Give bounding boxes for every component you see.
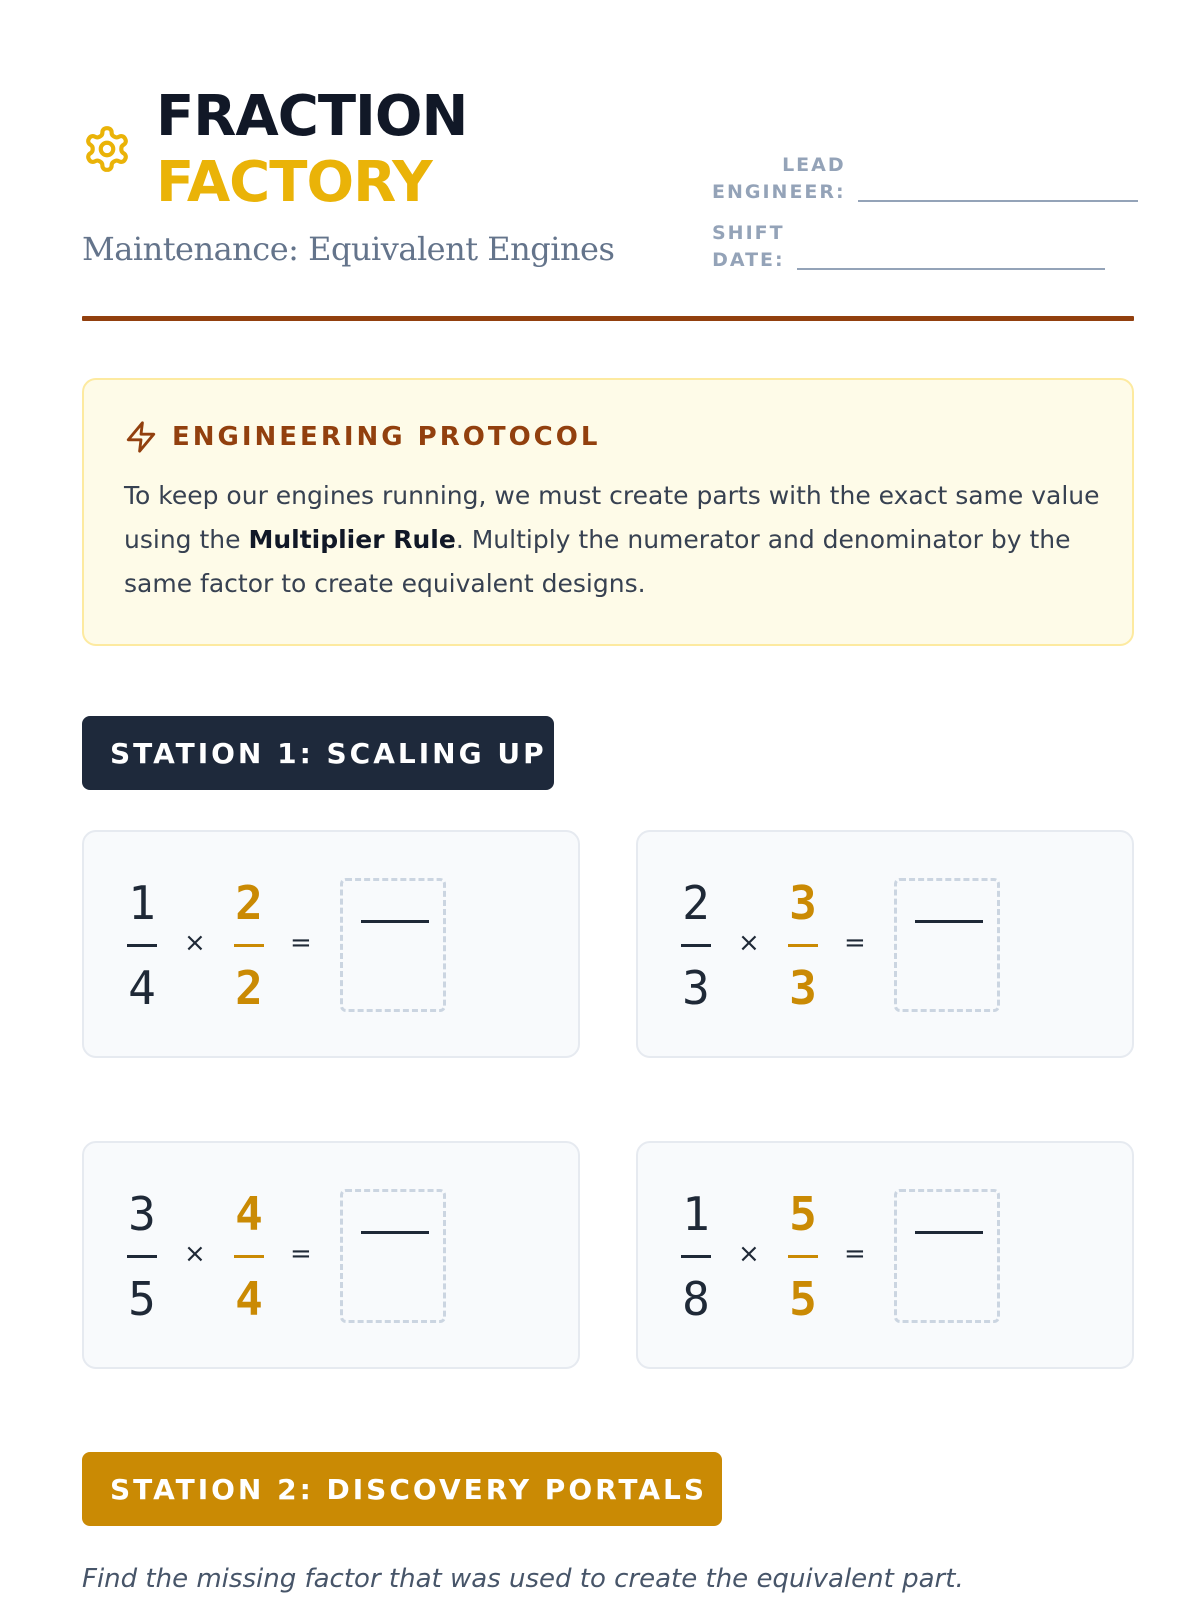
times-sign: × xyxy=(184,928,206,958)
answer-box[interactable] xyxy=(894,878,1000,1012)
times-sign: × xyxy=(738,928,760,958)
protocol-text-after: . Multiply the numerator and denominator by the same factor to create equivalent designs. xyxy=(124,525,1071,598)
lead-engineer-blank[interactable] xyxy=(858,200,1138,202)
lead-engineer-label-line1: LEAD xyxy=(782,154,846,176)
problem-card xyxy=(82,830,580,1058)
times-sign: × xyxy=(738,1239,760,1269)
numerator: 3 xyxy=(128,1187,156,1241)
protocol-text-before: To keep our engines running, we must create parts with the exact same value using the xyxy=(124,481,1100,554)
fraction-bar xyxy=(127,944,157,947)
numerator: 1 xyxy=(682,1187,710,1241)
answer-fraction-bar xyxy=(915,1231,983,1234)
factor-denominator: 2 xyxy=(235,961,263,1015)
answer-box[interactable] xyxy=(340,878,446,1012)
lead-engineer-field xyxy=(712,152,1138,206)
factor-fraction xyxy=(229,876,269,1015)
given-fraction xyxy=(676,876,716,1015)
factor-denominator: 5 xyxy=(789,1272,817,1326)
factor-numerator: 5 xyxy=(789,1187,817,1241)
answer-fraction-bar xyxy=(361,1231,429,1234)
fraction-bar xyxy=(127,1255,157,1258)
factor-numerator: 4 xyxy=(235,1187,263,1241)
answer-fraction-bar xyxy=(361,920,429,923)
fraction-bar xyxy=(234,1255,264,1258)
fraction-bar xyxy=(788,944,818,947)
fraction-bar xyxy=(681,1255,711,1258)
answer-fraction-bar xyxy=(915,920,983,923)
protocol-title: ENGINEERING PROTOCOL xyxy=(172,422,601,452)
worksheet-title xyxy=(156,84,467,216)
title-factory: FACTORY xyxy=(156,150,432,215)
protocol-text-bold: Multiplier Rule xyxy=(248,525,456,554)
worksheet-subtitle: Maintenance: Equivalent Engines xyxy=(82,230,615,268)
station-2-instructions: Find the missing factor that was used to create the equivalent part. xyxy=(82,1564,964,1594)
shift-date-label-line1: SHIFT xyxy=(712,222,785,244)
protocol-text xyxy=(124,474,1104,606)
factor-fraction xyxy=(229,1187,269,1326)
denominator: 5 xyxy=(128,1272,156,1326)
station-2-badge: STATION 2: DISCOVERY PORTALS xyxy=(82,1452,722,1526)
denominator: 8 xyxy=(682,1272,710,1326)
problem-card xyxy=(636,1141,1134,1369)
station-1-badge: STATION 1: SCALING UP xyxy=(82,716,554,790)
problem-card xyxy=(636,830,1134,1058)
worksheet-header xyxy=(82,84,1134,324)
fraction-bar xyxy=(681,944,711,947)
title-fraction: FRACTION xyxy=(156,84,468,149)
lead-engineer-label-line2: ENGINEER: xyxy=(712,181,846,203)
numerator: 1 xyxy=(128,876,156,930)
engineering-protocol-card xyxy=(82,378,1134,646)
shift-date-blank[interactable] xyxy=(797,268,1105,270)
numerator: 2 xyxy=(682,876,710,930)
factor-fraction xyxy=(783,1187,823,1326)
answer-box[interactable] xyxy=(340,1189,446,1323)
factor-denominator: 3 xyxy=(789,961,817,1015)
problem-card xyxy=(82,1141,580,1369)
fraction-bar xyxy=(234,944,264,947)
factor-denominator: 4 xyxy=(235,1272,263,1326)
shift-date-label xyxy=(712,220,785,274)
fraction-bar xyxy=(788,1255,818,1258)
factor-fraction xyxy=(783,876,823,1015)
factor-numerator: 2 xyxy=(235,876,263,930)
given-fraction xyxy=(122,876,162,1015)
times-sign: × xyxy=(184,1239,206,1269)
denominator: 4 xyxy=(128,961,156,1015)
header-divider xyxy=(82,316,1134,321)
shift-date-field xyxy=(712,220,1105,274)
factor-numerator: 3 xyxy=(789,876,817,930)
equals-sign: = xyxy=(844,1239,866,1269)
given-fraction xyxy=(122,1187,162,1326)
gear-icon xyxy=(82,124,132,174)
given-fraction xyxy=(676,1187,716,1326)
equals-sign: = xyxy=(290,928,312,958)
lightning-icon xyxy=(124,420,158,454)
equals-sign: = xyxy=(844,928,866,958)
shift-date-label-line2: DATE: xyxy=(712,249,785,271)
denominator: 3 xyxy=(682,961,710,1015)
equals-sign: = xyxy=(290,1239,312,1269)
protocol-heading xyxy=(124,420,600,454)
lead-engineer-label xyxy=(712,152,846,206)
answer-box[interactable] xyxy=(894,1189,1000,1323)
